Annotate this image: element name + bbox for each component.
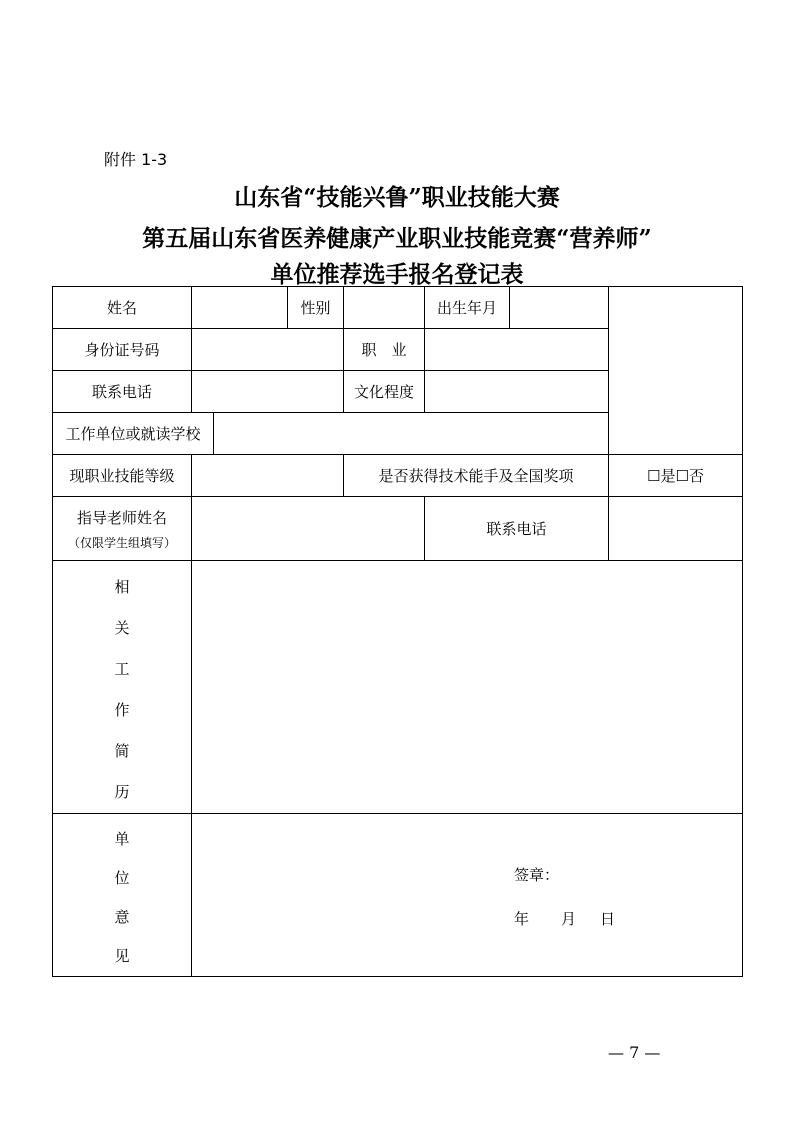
opinion-label-char: 意	[114, 908, 130, 926]
resume-label-char: 相	[114, 578, 130, 596]
date-year: 年	[514, 910, 530, 928]
opinion-label-char: 位	[114, 869, 130, 887]
attachment-label: 附件 1-3	[104, 150, 168, 169]
title-line-2: 第五届山东省医养健康产业职业技能竞赛“营养师”	[142, 225, 652, 252]
teacher-note: （仅限学生组填写）	[67, 535, 176, 550]
birth-label: 出生年月	[425, 287, 510, 329]
date-line	[514, 908, 615, 929]
education-input-cell[interactable]	[425, 371, 609, 413]
teacher-label: 指导老师姓名	[76, 508, 167, 527]
title-line-1: 山东省“技能兴鲁”职业技能大赛	[234, 184, 560, 211]
date-day: 日	[600, 910, 616, 928]
gender-input-cell[interactable]	[344, 287, 425, 329]
opinion-input-cell[interactable]	[192, 814, 743, 977]
opinion-label-cell	[53, 814, 192, 977]
resume-input-cell[interactable]	[192, 561, 743, 814]
photo-cell[interactable]	[609, 287, 743, 455]
workplace-input-cell[interactable]	[214, 413, 609, 455]
title-line-3: 单位推荐选手报名登记表	[270, 261, 524, 288]
resume-label-char: 关	[114, 619, 130, 637]
opinion-label-char: 单	[114, 830, 130, 848]
phone-label: 联系电话	[53, 371, 192, 413]
workplace-label: 工作单位或就读学校	[53, 413, 214, 455]
id-input-cell[interactable]	[192, 329, 344, 371]
skill-level-label: 现职业技能等级	[53, 455, 192, 497]
resume-label-char: 历	[114, 783, 130, 801]
teacher-label-cell	[53, 497, 192, 561]
gender-label: 性别	[288, 287, 344, 329]
job-label: 职 业	[344, 329, 425, 371]
page-number: — 7 —	[608, 1043, 661, 1062]
phone-input-cell[interactable]	[192, 371, 344, 413]
award-question-label: 是否获得技术能手及全国奖项	[344, 455, 609, 497]
name-label: 姓名	[53, 287, 192, 329]
teacher-input-cell[interactable]	[192, 497, 425, 561]
opinion-label-char: 见	[114, 947, 130, 965]
resume-label-cell	[53, 561, 192, 814]
award-options[interactable]: ☐是☐否	[609, 455, 743, 497]
job-input-cell[interactable]	[425, 329, 609, 371]
resume-label-char: 工	[114, 660, 130, 678]
birth-input-cell[interactable]	[510, 287, 609, 329]
skill-level-input-cell[interactable]	[192, 455, 344, 497]
seal-label: 签章：	[514, 866, 560, 884]
id-label: 身份证号码	[53, 329, 192, 371]
education-label: 文化程度	[344, 371, 425, 413]
teacher-phone-input-cell[interactable]	[609, 497, 743, 561]
resume-label-char: 简	[114, 742, 130, 760]
teacher-phone-label: 联系电话	[425, 497, 609, 561]
name-input-cell[interactable]	[192, 287, 288, 329]
date-month: 月	[561, 910, 577, 928]
resume-label-char: 作	[114, 701, 130, 719]
registration-form-table	[52, 286, 743, 977]
